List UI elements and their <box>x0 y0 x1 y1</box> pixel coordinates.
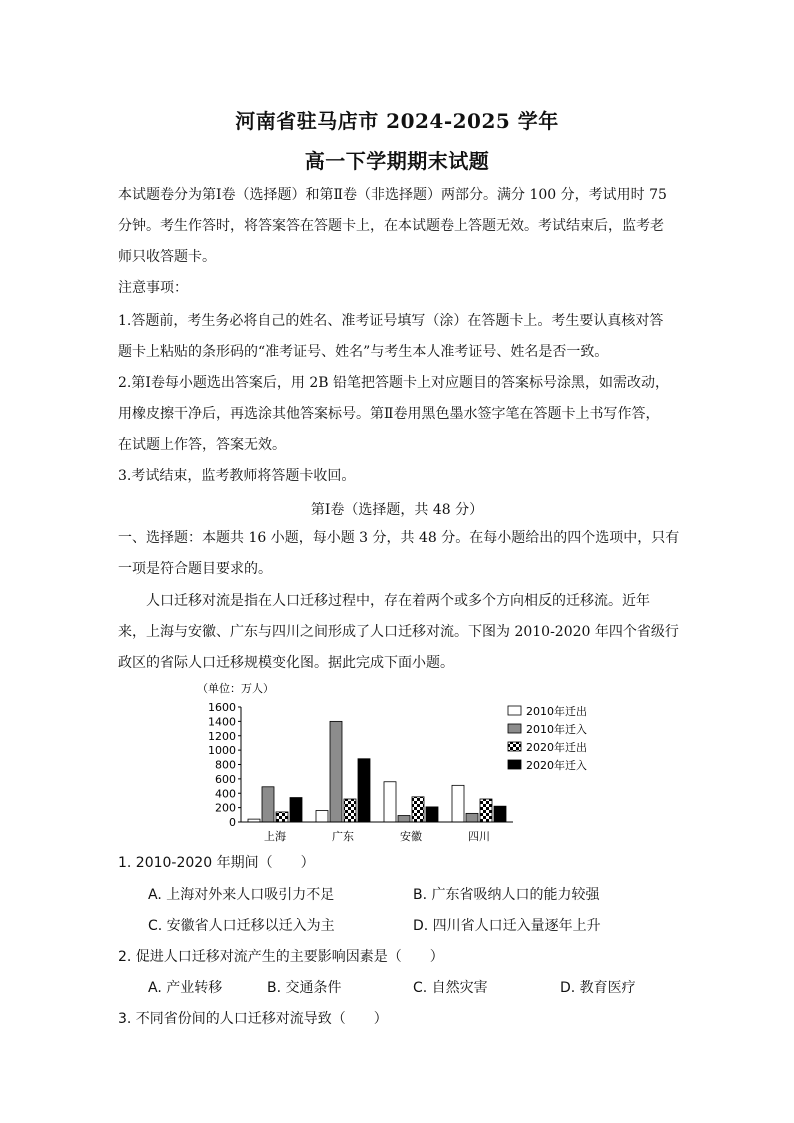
bar-3-3 <box>494 806 506 822</box>
notice-heading: 注意事项： <box>118 280 188 296</box>
bar-3-2 <box>480 799 492 822</box>
q2-option-c[interactable]: C. 自然灾害 <box>413 980 488 996</box>
notice-item: 3.考试结束，监考教师将答题卡收回。 <box>118 468 356 484</box>
intro-line: 师只收答题卡。 <box>118 249 216 265</box>
exam-title-line1: 河南省驻马店市 2024-2025 学年 <box>235 109 559 133</box>
q2-option-a[interactable]: A. 产业转移 <box>148 980 223 996</box>
bar-2-1 <box>398 816 410 822</box>
y-tick-label: 1600 <box>208 701 236 714</box>
passage-line: 人口迁移对流是指在人口迁移过程中，存在着两个或多个方向相反的迁移流。近年 <box>146 593 650 609</box>
x-category-label: 四川 <box>468 830 490 843</box>
bar-1-2 <box>344 799 356 822</box>
legend-label: 2020年迁出 <box>526 741 587 754</box>
section-instructions: 一项是符合题目要求的。 <box>118 561 272 577</box>
legend-label: 2010年迁入 <box>526 723 587 736</box>
q1-option-b[interactable]: B. 广东省吸纳人口的能力较强 <box>413 887 600 903</box>
bar-0-1 <box>262 787 274 822</box>
notice-item: 用橡皮擦干净后，再选涂其他答案标号。第Ⅱ卷用黑色墨水签字笔在答题卡上书写作答， <box>118 406 660 422</box>
notice-item: 2.第Ⅰ卷每小题选出答案后，用 2B 铅笔把答题卡上对应题目的答案标号涂黑，如需改动， <box>118 375 669 391</box>
bar-3-0 <box>452 785 464 822</box>
q2-option-d[interactable]: D. 教育医疗 <box>560 980 636 996</box>
y-tick-label: 200 <box>215 801 236 815</box>
bar-0-2 <box>276 812 288 822</box>
y-tick-label: 1000 <box>208 744 236 758</box>
legend-swatch <box>508 706 521 715</box>
y-tick-label: 800 <box>215 758 236 772</box>
bar-1-0 <box>316 811 328 823</box>
legend-label: 2010年迁出 <box>526 705 587 718</box>
y-tick-label: 600 <box>215 772 236 786</box>
question-3-stem: 3. 不同省份间的人口迁移对流导致（ ） <box>118 1011 388 1027</box>
q1-option-c[interactable]: C. 安徽省人口迁移以迁入为主 <box>148 918 335 934</box>
q1-option-a[interactable]: A. 上海对外来人口吸引力不足 <box>148 887 335 903</box>
intro-line: 本试题卷分为第Ⅰ卷（选择题）和第Ⅱ卷（非选择题）两部分。满分 100 分，考试用时 75 <box>118 187 667 203</box>
passage-line: 来，上海与安徽、广东与四川之间形成了人口迁移对流。下图为 2010-2020 年四个省级行 <box>118 624 679 640</box>
legend-label: 2020年迁入 <box>526 759 587 772</box>
bar-1-3 <box>358 759 370 822</box>
migration-bar-chart <box>195 678 605 850</box>
x-category-label: 上海 <box>264 830 286 843</box>
notice-item: 题卡上粘贴的条形码的“准考证号、姓名”与考生本人准考证号、姓名是否一致。 <box>118 344 609 360</box>
q2-option-b[interactable]: B. 交通条件 <box>267 980 342 996</box>
q1-option-d[interactable]: D. 四川省人口迁入量逐年上升 <box>413 918 601 934</box>
exam-title-line2: 高一下学期期末试题 <box>304 149 490 173</box>
bar-2-3 <box>426 807 438 822</box>
y-tick-label: 1400 <box>208 715 236 729</box>
bar-0-3 <box>290 798 302 822</box>
y-tick-label: 1200 <box>208 729 236 743</box>
legend-swatch <box>508 724 521 733</box>
legend-swatch <box>508 742 521 751</box>
question-1-stem: 1. 2010-2020 年期间（ ） <box>118 855 315 871</box>
y-tick-label: 0 <box>229 816 236 829</box>
passage-line: 政区的省际人口迁移规模变化图。据此完成下面小题。 <box>118 655 454 671</box>
bar-1-1 <box>330 721 342 822</box>
notice-item: 1.答题前，考生务必将自己的姓名、准考证号填写（涂）在答题卡上。考生要认真核对答 <box>118 313 664 329</box>
bar-2-2 <box>412 797 424 822</box>
bar-2-0 <box>384 782 396 822</box>
notice-item: 在试题上作答，答案无效。 <box>118 437 286 453</box>
bar-3-1 <box>466 813 478 822</box>
chart-unit-label: （单位：万人） <box>197 682 274 695</box>
section-instructions: 一、选择题：本题共 16 小题，每小题 3 分，共 48 分。在每小题给出的四个选项中，只有 <box>118 530 680 546</box>
y-tick-label: 400 <box>215 787 236 801</box>
x-category-label: 安徽 <box>400 830 422 843</box>
x-category-label: 广东 <box>332 830 354 843</box>
intro-line: 分钟。考生作答时，将答案答在答题卡上，在本试题卷上答题无效。考试结束后，监考老 <box>118 218 664 234</box>
legend-swatch <box>508 760 521 769</box>
question-2-stem: 2. 促进人口迁移对流产生的主要影响因素是（ ） <box>118 949 444 965</box>
section-title: 第Ⅰ卷（选择题，共 48 分） <box>310 502 484 518</box>
